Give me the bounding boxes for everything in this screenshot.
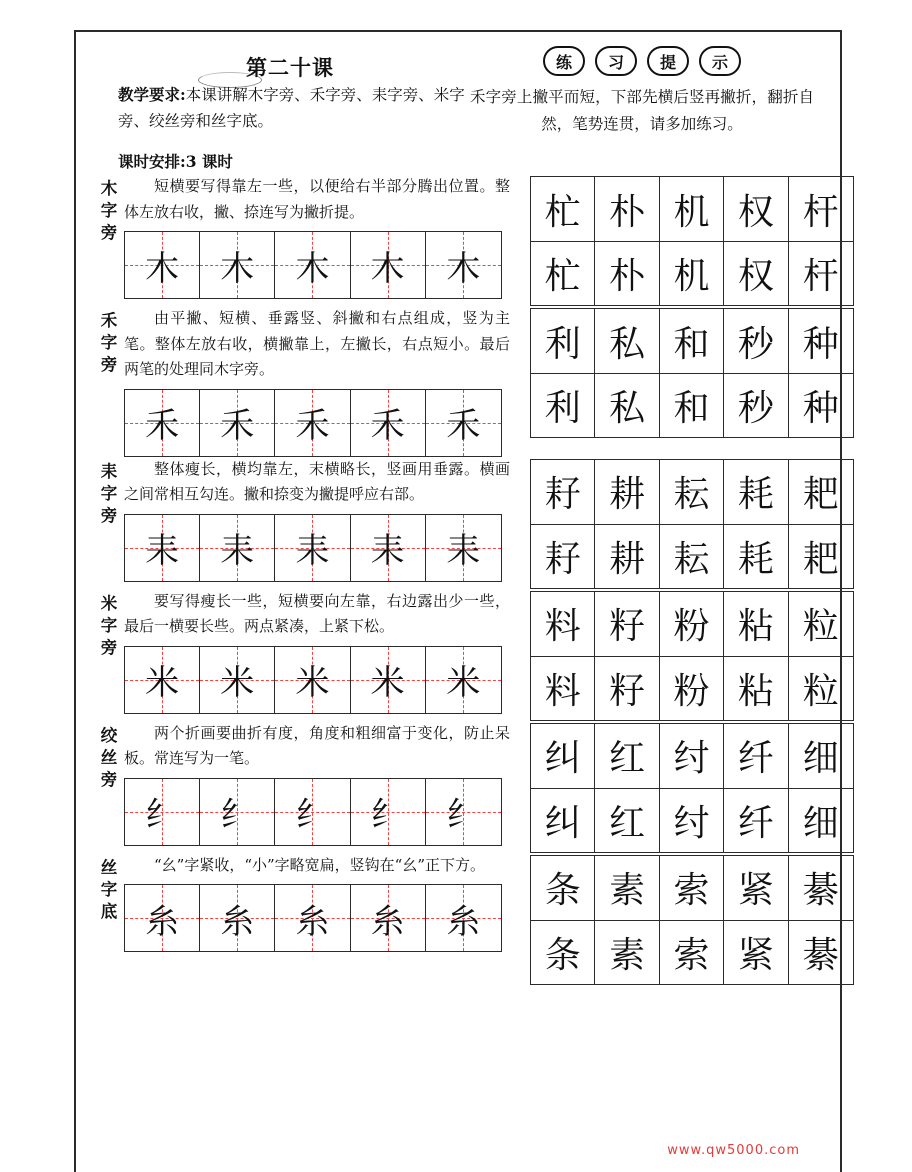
character-glyph: 杧 [544,191,581,233]
character-cell [595,177,659,241]
section-he-zi-pang [94,306,839,457]
practice-row[interactable] [124,646,502,714]
practice-cell[interactable] [200,390,275,456]
section-label: 绞丝旁 [100,725,118,789]
hint-badge: 练 [543,46,585,76]
character-glyph: 机 [673,256,710,297]
practice-row[interactable] [124,778,502,846]
character-glyph: 朴 [609,191,646,233]
teaching-requirement-text: 本课讲解木字旁、禾字旁、耒字旁、米字旁、绞丝旁和丝字底。 [118,86,465,130]
character-cell [789,856,853,920]
character-cell [595,241,659,305]
character-glyph: 纠 [544,738,581,779]
character-glyph: 素 [609,870,646,911]
section-description: 短横要写得靠左一些，以便给右半部分腾出位置。整体左放右收，撇、捺连写为撇折提。 [124,177,510,221]
section-description: 两个折画要曲折有度，角度和粗细富于变化，防止呆板。常连写为一笔。 [124,723,510,767]
character-glyph: 耕 [609,474,646,515]
section-description: 由平撇、短横、垂露竖、斜撇和右点组成，竖为主笔。整体左放右收，横撇靠上，左撇长，右点短小。最后两笔的处理同木字旁。 [124,309,510,378]
practice-cell[interactable] [125,647,200,713]
character-cell [660,592,724,656]
practice-cell[interactable] [351,779,426,845]
character-grid-row [531,309,853,373]
character-glyph: 杆 [802,256,839,297]
character-cell [531,724,595,788]
character-grid-row [531,788,853,852]
character-glyph: 紧 [737,934,774,976]
practice-cell[interactable] [426,779,501,845]
practice-cell[interactable] [426,232,501,298]
character-cell [724,920,788,984]
practice-hint [466,46,818,138]
hint-badge: 习 [595,46,637,76]
practice-cell[interactable] [275,515,350,581]
section-mu-zi-pang [94,174,839,306]
character-cell [531,460,595,524]
character-cell [660,373,724,437]
section-si-zi-di [94,853,839,985]
practice-cell[interactable] [125,390,200,456]
practice-cell[interactable] [125,779,200,845]
practice-cell[interactable] [275,390,350,456]
practice-cell[interactable] [351,885,426,951]
practice-cell[interactable] [200,779,275,845]
practice-glyph: 米 [446,663,481,703]
character-cell [724,177,788,241]
character-grid [530,591,854,721]
character-glyph: 种 [802,388,839,429]
character-glyph: 素 [609,934,646,976]
character-grid [530,459,854,589]
character-grid-row [531,920,853,984]
character-cell [531,592,595,656]
character-glyph: 红 [609,738,646,779]
practice-cell[interactable] [275,779,350,845]
character-glyph: 粒 [802,606,839,647]
section-lei-zi-pang [94,457,839,589]
character-grid [530,723,854,853]
character-glyph: 纤 [737,738,774,779]
practice-glyph: 纟 [295,795,330,835]
practice-glyph: 糸 [220,901,255,942]
section-jiaosi-pang [94,721,839,853]
character-glyph: 耘 [673,538,710,580]
character-glyph: 耗 [737,474,774,515]
character-glyph: 条 [544,934,581,976]
section-right [516,589,854,721]
character-glyph: 和 [673,388,710,429]
character-glyph: 私 [609,388,646,429]
character-glyph: 綦 [802,934,839,976]
character-cell [789,524,853,588]
character-grid-row [531,656,853,720]
character-glyph: 权 [737,256,774,297]
character-cell [660,724,724,788]
character-glyph: 红 [609,802,646,844]
practice-cell[interactable] [125,885,200,951]
character-cell [595,524,659,588]
practice-cell[interactable] [275,885,350,951]
practice-glyph: 耒 [446,531,481,571]
character-glyph: 和 [673,323,710,365]
character-glyph: 杧 [544,256,581,297]
character-cell [789,920,853,984]
character-glyph: 纤 [737,802,774,844]
character-glyph: 私 [609,323,646,365]
hint-badge: 示 [699,46,741,76]
practice-glyph: 纟 [145,795,180,835]
practice-cell[interactable] [351,232,426,298]
practice-glyph: 纟 [220,795,255,835]
practice-glyph: 糸 [295,901,330,942]
character-glyph: 耙 [802,474,839,515]
practice-glyph: 耒 [220,531,255,571]
character-cell [789,373,853,437]
practice-glyph: 米 [145,663,180,703]
character-glyph: 秒 [737,388,774,429]
character-grid [530,855,854,985]
character-cell [595,592,659,656]
section-left [124,853,516,985]
character-cell [660,460,724,524]
teaching-requirement [118,82,488,134]
character-cell [531,241,595,305]
practice-row[interactable] [124,514,502,582]
character-glyph: 杆 [802,191,839,233]
character-cell [789,460,853,524]
character-cell [595,856,659,920]
character-cell [724,788,788,852]
teaching-requirement-label: 教学要求: [118,85,186,104]
section-left [124,457,516,589]
character-cell [595,460,659,524]
practice-glyph: 糸 [370,901,405,942]
character-cell [660,177,724,241]
character-cell [531,373,595,437]
character-grid-row [531,373,853,437]
character-cell [531,656,595,720]
practice-cell[interactable] [200,515,275,581]
practice-glyph: 木 [220,248,255,289]
character-grid-row [531,460,853,524]
page-title: 第二十课 [246,55,334,80]
section-mi-zi-pang [94,589,839,721]
character-grid-row [531,592,853,656]
character-glyph: 耗 [737,538,774,580]
character-glyph: 纣 [673,802,710,844]
character-glyph: 籽 [609,670,646,712]
practice-cell[interactable] [125,232,200,298]
section-right [516,853,854,985]
character-grid [530,176,854,306]
practice-hint-badges [466,46,818,76]
character-cell [595,788,659,852]
section-description: 整体瘦长，横均靠左，末横略长，竖画用垂露。横画之间常相互勾连。撇和捺变为撇提呼应右部。 [124,459,510,503]
practice-glyph: 米 [220,663,255,703]
character-glyph: 料 [544,606,581,647]
practice-glyph: 禾 [370,406,405,446]
character-glyph: 紧 [737,870,774,911]
practice-glyph: 禾 [295,406,330,446]
section-left [124,306,516,457]
practice-glyph: 糸 [145,901,180,942]
schedule-line: 课时安排:3 课时 [118,152,233,171]
practice-cell[interactable] [426,885,501,951]
character-cell [724,524,788,588]
character-cell [595,656,659,720]
character-glyph: 粘 [737,670,774,712]
practice-cell[interactable] [275,647,350,713]
practice-glyph: 纟 [446,795,481,835]
character-glyph: 粒 [802,670,839,712]
practice-glyph: 耒 [370,531,405,571]
character-cell [724,724,788,788]
practice-cell[interactable] [275,232,350,298]
character-cell [789,724,853,788]
section-left [124,174,516,306]
practice-glyph: 米 [370,663,405,703]
practice-cell[interactable] [351,647,426,713]
character-cell [595,373,659,437]
character-cell [660,856,724,920]
practice-glyph: 木 [446,248,481,289]
section-label: 米字旁 [100,593,118,657]
character-cell [660,309,724,373]
character-glyph: 条 [544,870,581,911]
section-right [516,721,854,853]
character-grid-row [531,177,853,241]
character-cell [531,920,595,984]
practice-row[interactable] [124,389,502,457]
practice-glyph: 纟 [370,795,405,835]
practice-glyph: 禾 [446,406,481,446]
page-header [94,46,824,174]
section-right [516,457,854,589]
practice-cell[interactable] [426,647,501,713]
character-cell [595,920,659,984]
character-glyph: 细 [802,802,839,844]
character-cell [660,920,724,984]
character-glyph: 粘 [737,606,774,647]
character-glyph: 机 [673,191,710,233]
character-cell [724,373,788,437]
character-glyph: 耕 [609,538,646,580]
section-right [516,174,854,306]
character-glyph: 粉 [673,606,710,647]
character-cell [724,856,788,920]
character-cell [724,460,788,524]
character-glyph: 朴 [609,256,646,297]
character-glyph: 种 [802,323,839,365]
section-label: 丝字底 [100,857,118,921]
character-cell [531,309,595,373]
practice-row[interactable] [124,231,502,299]
character-cell [531,788,595,852]
character-grid-row [531,524,853,588]
character-cell [789,656,853,720]
page-inner [76,32,840,1172]
practice-glyph: 糸 [446,901,481,942]
character-grid-row [531,241,853,305]
section-label: 耒字旁 [100,461,118,525]
section-right [516,306,854,457]
section-label: 禾字旁 [100,311,118,374]
character-cell [724,656,788,720]
practice-row[interactable] [124,884,502,952]
practice-glyph: 禾 [145,406,180,446]
character-glyph: 索 [673,934,710,976]
section-left [124,721,516,853]
character-cell [595,724,659,788]
character-glyph: 粉 [673,670,710,712]
character-grid-row [531,724,853,788]
character-glyph: 耘 [673,474,710,515]
character-glyph: 利 [544,388,581,429]
character-glyph: 纠 [544,802,581,844]
practice-glyph: 耒 [295,531,330,571]
practice-glyph: 禾 [220,406,255,446]
character-cell [789,592,853,656]
character-cell [724,309,788,373]
character-cell [660,524,724,588]
practice-cell[interactable] [351,390,426,456]
practice-hint-text: 禾字旁上撇平而短，下部先横后竖再撇折，翻折自然，笔势连贯，请多加练习。 [470,88,814,133]
character-cell [531,177,595,241]
character-grid [530,308,854,438]
section-label: 木字旁 [100,179,118,242]
practice-cell[interactable] [200,647,275,713]
character-cell [531,856,595,920]
practice-cell[interactable] [426,515,501,581]
hint-badge: 提 [647,46,689,76]
character-cell [789,177,853,241]
character-glyph: 綦 [802,870,839,911]
section-description: “幺”字紧收，“小”字略宽扁，竖钩在“幺”正下方。 [154,855,486,874]
practice-cell[interactable] [200,232,275,298]
character-glyph: 细 [802,738,839,779]
practice-glyph: 米 [295,663,330,703]
character-glyph: 耔 [544,474,581,515]
watermark: www.qw5000.com [667,1143,800,1158]
practice-cell[interactable] [351,515,426,581]
character-grid-row [531,856,853,920]
character-glyph: 耙 [802,538,839,580]
section-left [124,589,516,721]
character-glyph: 耔 [544,538,581,580]
character-cell [789,309,853,373]
practice-glyph: 耒 [145,531,180,571]
character-cell [789,241,853,305]
practice-cell[interactable] [426,390,501,456]
character-glyph: 料 [544,670,581,712]
character-glyph: 秒 [737,323,774,365]
practice-glyph: 木 [145,248,180,289]
character-cell [660,788,724,852]
worksheet-page [74,30,842,1172]
character-cell [660,241,724,305]
character-glyph: 利 [544,323,581,365]
character-cell [660,656,724,720]
character-glyph: 籽 [609,606,646,647]
character-glyph: 权 [737,191,774,233]
character-cell [789,788,853,852]
section-description: 要写得瘦长一些，短横要向左靠，右边露出少一些，最后一横要长些。两点紧凑，上紧下松。 [124,591,510,635]
character-cell [531,524,595,588]
practice-glyph: 木 [370,248,405,289]
character-glyph: 纣 [673,738,710,779]
practice-glyph: 木 [295,248,330,289]
practice-cell[interactable] [125,515,200,581]
character-cell [724,241,788,305]
character-glyph: 索 [673,870,710,911]
character-cell [724,592,788,656]
character-cell [595,309,659,373]
practice-cell[interactable] [200,885,275,951]
